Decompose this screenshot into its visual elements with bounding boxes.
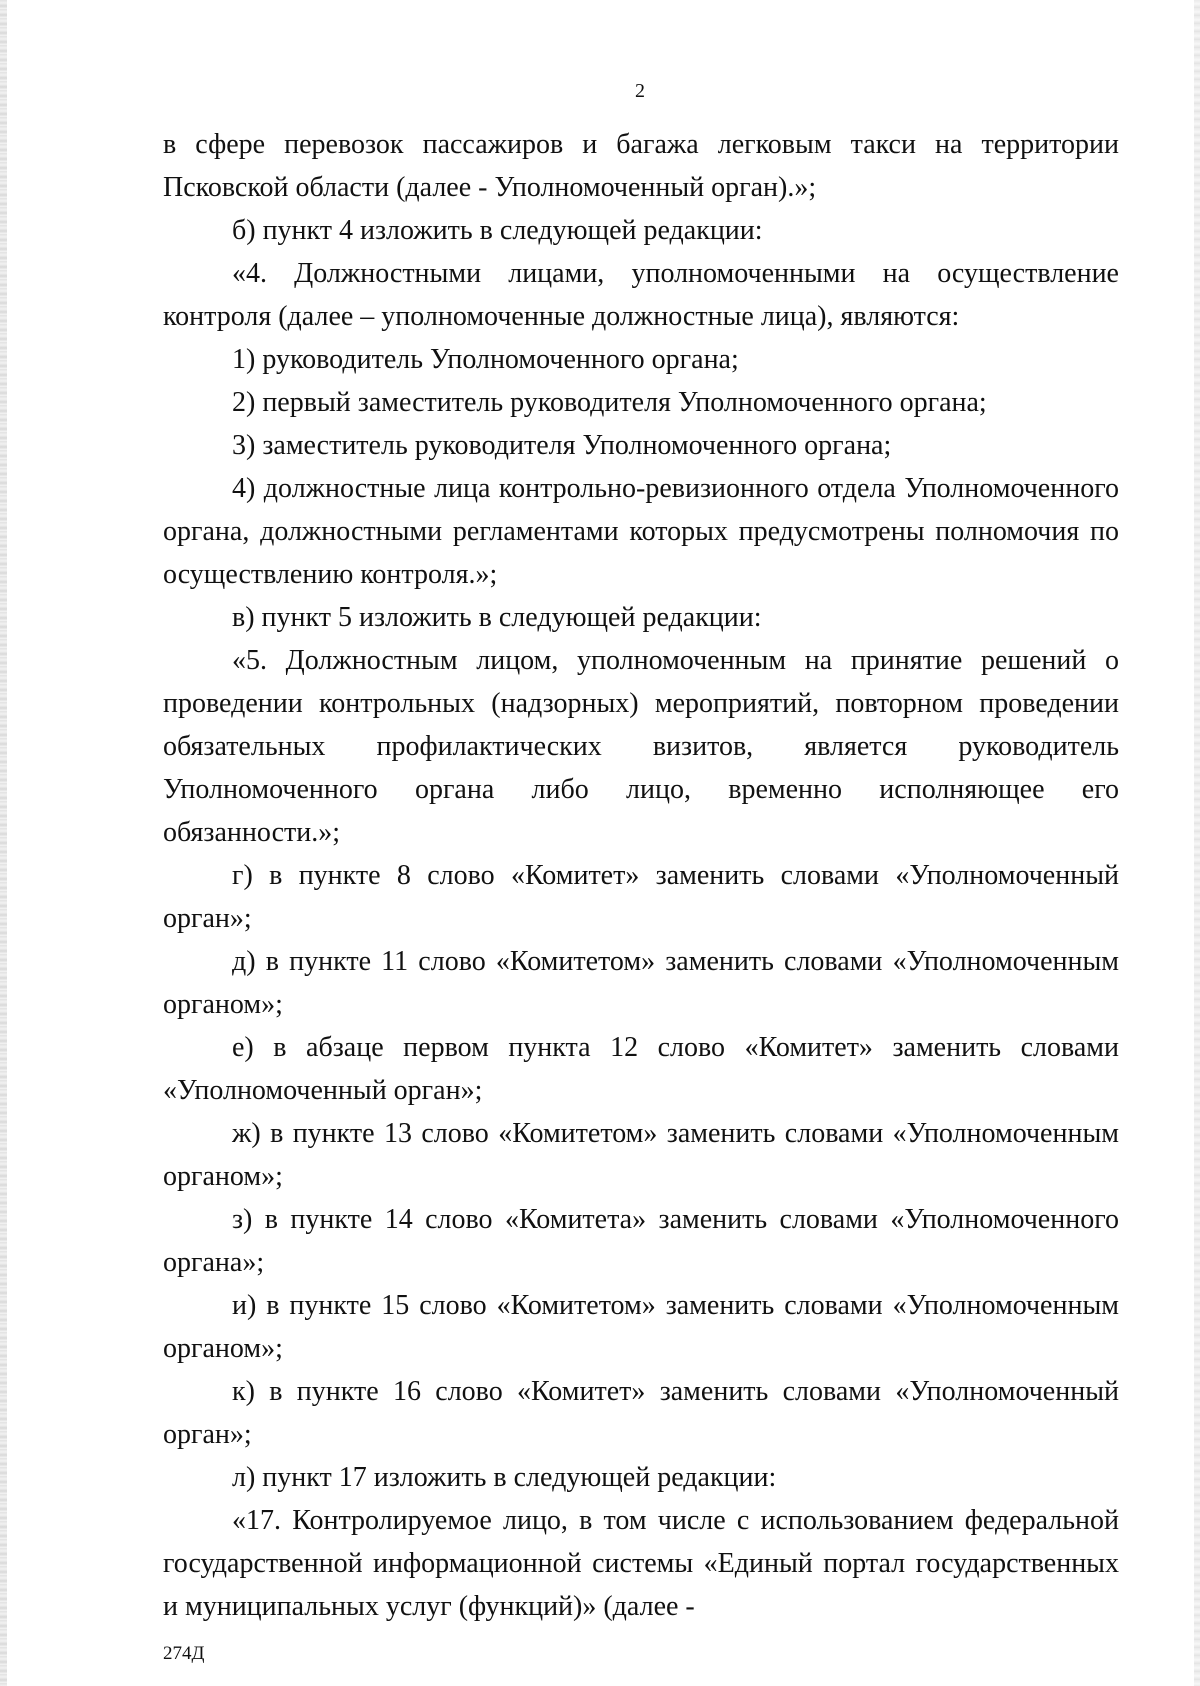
page-number: 2 xyxy=(635,80,645,102)
paragraph: е) в абзаце первом пункта 12 слово «Комитет» заменить словами «Уполномоченный орган»; xyxy=(163,1032,1119,1106)
paragraph: з) в пункте 14 слово «Комитета» заменить словами «Уполномоченного органа»; xyxy=(163,1204,1119,1278)
document-code: 274Д xyxy=(163,1643,205,1664)
paragraph: 3) заместитель руководителя Уполномоченного органа; xyxy=(232,430,892,461)
paragraph: д) в пункте 11 слово «Комитетом» заменить словами «Уполномоченным органом»; xyxy=(163,946,1119,1020)
scan-edge-right xyxy=(1194,0,1200,1686)
paragraph: «4. Должностными лицами, уполномоченными на осуществление контроля (далее – уполномоченные должностные лица), являются: xyxy=(163,258,1119,332)
paragraph: г) в пункте 8 слово «Комитет» заменить словами «Уполномоченный орган»; xyxy=(163,860,1119,934)
paragraph: 4) должностные лица контрольно-ревизионного отдела Уполномоченного органа, должностными регламентами которых предусмотрены полномочия по осуществлению контроля.»; xyxy=(163,473,1119,590)
paragraph: в сфере перевозок пассажиров и багажа легковым такси на территории Псковской области (далее - Уполномоченный орган).»; xyxy=(163,129,1119,203)
paragraph: и) в пункте 15 слово «Комитетом» заменить словами «Уполномоченным органом»; xyxy=(163,1290,1119,1364)
paragraph: 2) первый заместитель руководителя Уполномоченного органа; xyxy=(232,387,987,418)
scan-edge-left xyxy=(0,0,7,1686)
paragraph: л) пункт 17 изложить в следующей редакции: xyxy=(232,1462,777,1493)
paragraph: «17. Контролируемое лицо, в том числе с использованием федеральной государственной информационной системы «Единый портал государственных и муниципальных услуг (функций)» (далее - xyxy=(163,1505,1119,1622)
paragraph: ж) в пункте 13 слово «Комитетом» заменить словами «Уполномоченным органом»; xyxy=(163,1118,1119,1192)
paragraph: к) в пункте 16 слово «Комитет» заменить словами «Уполномоченный орган»; xyxy=(163,1376,1119,1450)
paragraph: 1) руководитель Уполномоченного органа; xyxy=(232,344,739,375)
paragraph: б) пункт 4 изложить в следующей редакции: xyxy=(232,215,763,246)
paragraph: «5. Должностным лицом, уполномоченным на принятие решений о проведении контрольных (надзорных) мероприятий, повторном проведении обязательных профилактических визитов, является руководитель Уполномоченного органа либо лицо, временно исполняющее его обязанности.»; xyxy=(163,645,1119,848)
paragraph: в) пункт 5 изложить в следующей редакции: xyxy=(232,602,762,633)
document-body xyxy=(163,123,1119,1628)
